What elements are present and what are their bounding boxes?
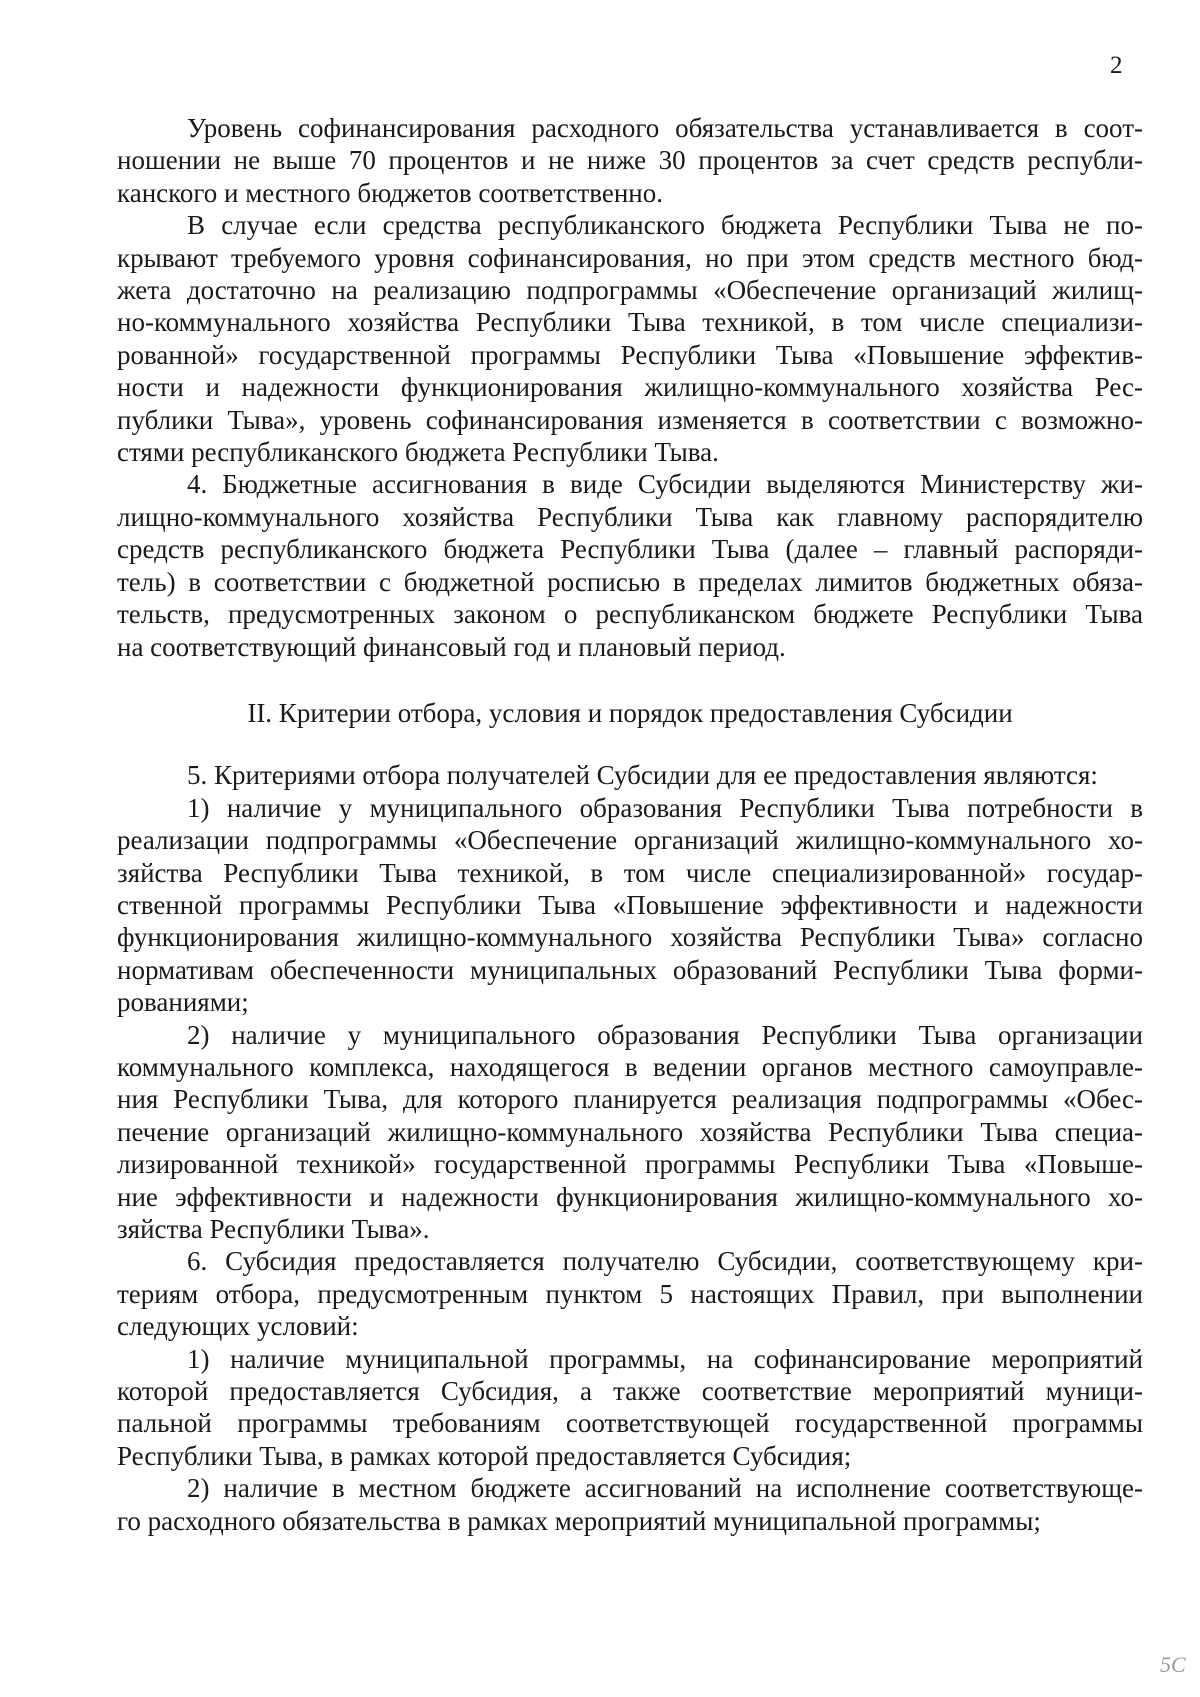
text-line: на соответствующий финансовый год и плановый период. [117,631,786,662]
text-line: лищно-коммунального хозяйства Республики Тыва как главному распорядителю [117,501,1143,532]
text-line: 4. Бюджетные ассигнования в виде Субсидии выделяются Министерству жи- [187,469,1143,500]
text-line: 5. Критериями отбора получателей Субсидии для ее предоставления являются: [187,760,1098,791]
text-line: канского и местного бюджетов соответственно. [117,177,663,208]
text-line: но-коммунального хозяйства Республики Тыва техникой, в том числе специализи- [117,307,1143,338]
text-line: го расходного обязательства в рамках мероприятий муниципальной программы; [117,1505,1041,1536]
text-line: следующих условий: [117,1311,359,1342]
text-line: рованной» государственной программы Республики Тыва «Повышение эффектив- [117,339,1143,370]
text-line: тельств, предусмотренных законом о республиканском бюджете Республики Тыва [117,599,1143,630]
text-line: реализации подпрограммы «Обеспечение организаций жилищно-коммунального хо- [117,825,1143,856]
text-line: териям отбора, предусмотренным пунктом 5 настоящих Правил, при выполнении [117,1278,1143,1309]
paragraph [117,209,1143,468]
paragraph [117,1343,1143,1473]
text-line: ственной программы Республики Тыва «Повышение эффективности и надежности [117,889,1143,920]
text-line: 1) наличие у муниципального образования Республики Тыва потребности в [187,792,1143,823]
paragraph [117,468,1143,662]
paragraph [117,112,1143,209]
text-line: функционирования жилищно-коммунального хозяйства Республики Тыва» согласно [117,922,1143,953]
paragraph [117,1472,1143,1537]
text-line: ния Республики Тыва, для которого планируется реализация подпрограммы «Обес- [117,1084,1143,1115]
page-number: 2 [1110,52,1123,79]
text-line: средств республиканского бюджета Республики Тыва (далее – главный распоряди- [117,534,1143,565]
text-line: Уровень софинансирования расходного обязательства устанавливается в соот- [187,113,1143,143]
text-line: 6. Субсидия предоставляется получателю Субсидии, соответствующему кри- [187,1246,1143,1277]
text-line: пальной программы требованиям соответствующей государственной программы [117,1408,1143,1439]
paragraph [117,792,1143,1019]
text-line: зяйства Республики Тыва техникой, в том числе специализированной» государ- [117,857,1143,888]
text-line: 2) наличие в местном бюджете ассигнований на исполнение соответствующе- [187,1473,1143,1504]
text-line: нормативам обеспеченности муниципальных образований Республики Тыва форми- [117,954,1143,985]
text-line: коммунального комплекса, находящегося в ведении органов местного самоуправле- [117,1051,1143,1082]
text-line: ние эффективности и надежности функционирования жилищно-коммунального хо- [117,1181,1143,1212]
corner-handwritten-mark: 5С [1160,1652,1186,1677]
text-line: рованиями; [117,987,249,1018]
paragraph [117,759,1143,791]
paragraph [117,1245,1143,1342]
text-line: Республики Тыва, в рамках которой предоставляется Субсидия; [117,1440,852,1471]
paragraph [117,1019,1143,1246]
section-heading [117,697,1143,729]
document-body [117,112,1143,1537]
text-line: 2) наличие у муниципального образования Республики Тыва организации [187,1019,1143,1050]
text-line: печение организаций жилищно-коммунального хозяйства Республики Тыва специа- [117,1116,1143,1147]
text-line: лизированной техникой» государственной программы Республики Тыва «Повыше- [117,1149,1143,1180]
text-line: II. Критерии отбора, условия и порядок предоставления Субсидии [247,697,1013,728]
text-line: зяйства Республики Тыва». [117,1214,430,1244]
text-line: стями республиканского бюджета Республики Тыва. [117,437,719,468]
text-line: крывают требуемого уровня софинансирования, но при этом средств местного бюд- [117,242,1143,273]
text-line: В случае если средства республиканского бюджета Республики Тыва не по- [187,210,1143,241]
text-line: публики Тыва», уровень софинансирования изменяется в соответствии с возможно- [117,404,1143,435]
text-line: жета достаточно на реализацию подпрограммы «Обеспечение организаций жилищ- [117,275,1143,306]
text-line: ношении не выше 70 процентов и не ниже 30 процентов за счет средств республи- [117,145,1143,176]
text-line: ности и надежности функционирования жилищно-коммунального хозяйства Рес- [117,372,1143,403]
text-line: тель) в соответствии с бюджетной росписью в пределах лимитов бюджетных обяза- [117,566,1143,597]
text-line: которой предоставляется Субсидия, а также соответствие мероприятий муници- [117,1376,1143,1407]
text-line: 1) наличие муниципальной программы, на софинансирование мероприятий [187,1343,1143,1374]
